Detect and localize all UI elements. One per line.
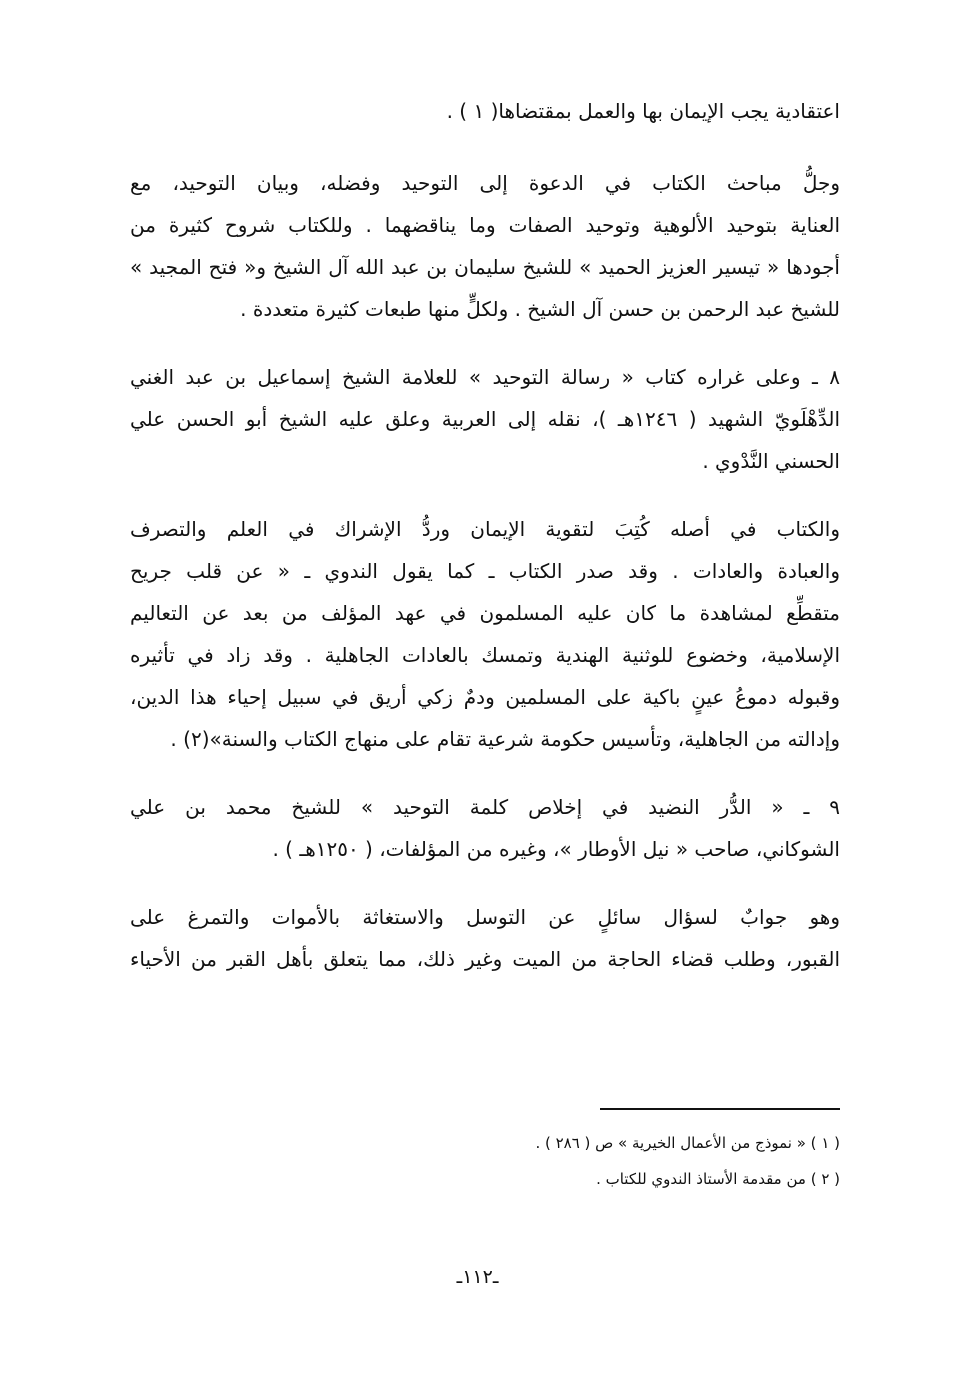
- text-line: للشيخ عبد الرحمن بن حسن آل الشيخ . ولكلٍّ منها طبعات كثيرة متعددة .: [240, 297, 840, 321]
- text-line: الحسني النَّدْوي .: [702, 449, 840, 473]
- paragraph-1: [130, 90, 840, 132]
- text-line: ٨ ـ وعلى غراره كتاب « رسالة التوحيد » للعلامة الشيخ إسماعيل بن عبد الغني: [130, 365, 840, 389]
- paragraph-5: [130, 786, 840, 870]
- body-text: [130, 90, 840, 1006]
- text-line: والعبادة والعادات . وقد صدر الكتاب ـ كما يقول الندوي ـ « عن قلب جريح: [130, 559, 840, 583]
- text-line: اعتقادية يجب الإيمان بها والعمل بمقتضاها( ١ ) .: [446, 99, 840, 123]
- footnotes: [400, 1125, 840, 1197]
- page-number: ـ١١٢ـ: [456, 1266, 499, 1288]
- text-line: والكتاب في أصله كُتِبَ لتقوية الإيمان وردُّ الإشراك في العلم والتصرف: [130, 517, 840, 541]
- text-line: أجودها « تيسير العزيز الحميد » للشيخ سليمان بن عبد الله آل الشيخ و« فتح المجيد »: [130, 255, 840, 279]
- text-line: ٩ ـ « الدُّر النضيد في إخلاص كلمة التوحيد » للشيخ محمد بن علي: [130, 795, 840, 819]
- text-line: وإدالته من الجاهلية، وتأسيس حكومة شرعية تقام على منهاج الكتاب والسنة»(٢) .: [170, 727, 840, 751]
- footnote-1: ( ١ ) « نموذج من الأعمال الخيرية » ص ( ٢٨٦ ) .: [535, 1134, 840, 1152]
- paragraph-6: [130, 896, 840, 980]
- text-line: متقطِّع لمشاهدة ما كان عليه المسلمون في عهد المؤلف من بعد عن التعاليم: [130, 601, 840, 625]
- text-line: الشوكاني، صاحب « نيل الأوطار »، وغيره من المؤلفات، ( ١٢٥٠هـ ) .: [272, 837, 840, 861]
- paragraph-3: [130, 356, 840, 482]
- text-line: وقبوله دموعُ عينٍ باكية على المسلمين ودمٌ زكي أريق في سبيل إحياء هذا الدين،: [130, 685, 840, 709]
- text-line: الدِّهْلَويّ الشهيد ( ١٢٤٦هـ )، نقله إلى العربية وعلق عليه الشيخ أبو الحسن علي: [130, 407, 840, 431]
- paragraph-2: [130, 162, 840, 330]
- text-line: وجلُّ مباحث الكتاب في الدعوة إلى التوحيد وفضله، وبيان التوحيد، مع: [130, 171, 840, 195]
- text-line: وهو جوابٌ لسؤال سائلٍ عن التوسل والاستغاثة بالأموات والتمرغ على: [130, 905, 840, 929]
- text-line: العناية بتوحيد الألوهية وتوحيد الصفات وما يناقضهما . وللكتاب شروح كثيرة من: [130, 213, 840, 237]
- text-line: الإسلامية، وخضوع للوثنية الهندية وتمسك بالعادات الجاهلية . وقد زاد في تأثيره: [130, 643, 840, 667]
- paragraph-4: [130, 508, 840, 760]
- text-line: القبور، وطلب قضاء الحاجة من الميت وغير ذلك، مما يتعلق بأهل القبر من الأحياء: [130, 947, 840, 971]
- footnote-2: ( ٢ ) من مقدمة الأستاذ الندوي للكتاب .: [596, 1170, 840, 1188]
- footnote-divider: [600, 1108, 840, 1110]
